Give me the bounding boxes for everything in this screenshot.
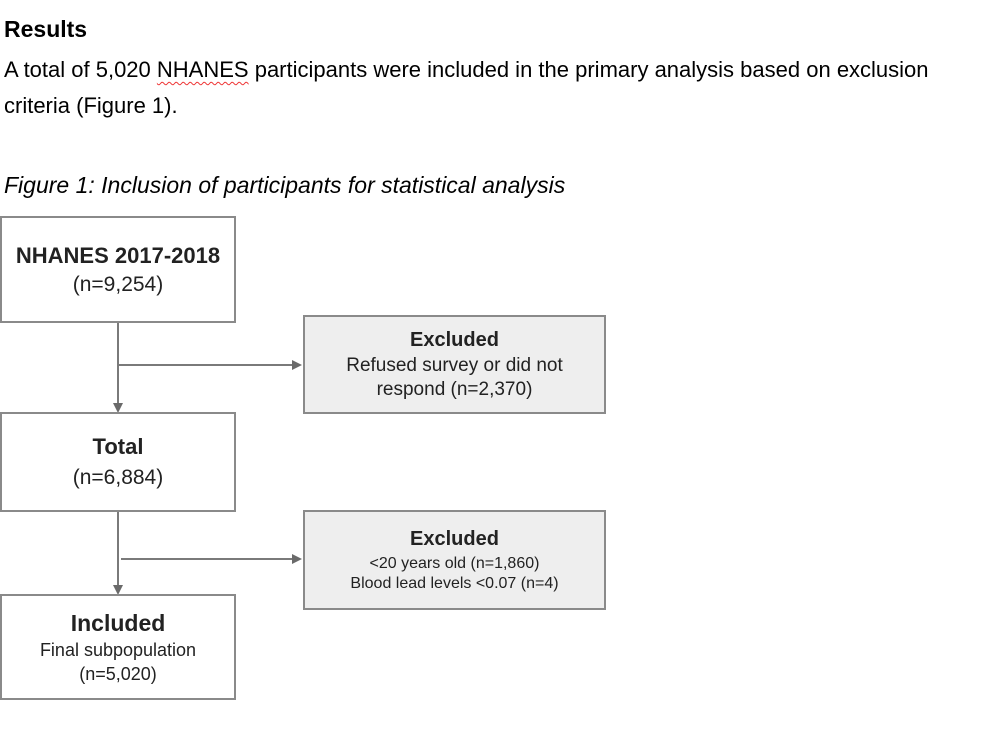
- connector-horizontal-1: [119, 364, 292, 366]
- box-title: Included: [70, 609, 166, 636]
- box-count: (n=6,884): [72, 466, 164, 489]
- box-total: [0, 412, 236, 512]
- box-nhanes-start: [0, 216, 236, 323]
- box-excluded-1: [303, 315, 606, 414]
- paragraph: [4, 52, 994, 124]
- misspelled-word[interactable]: NHANES: [156, 57, 249, 82]
- box-line: Blood lead levels <0.07 (n=4): [350, 574, 559, 592]
- paragraph-text: A total of 5,020: [4, 57, 157, 82]
- box-subtitle: Final subpopulation: [39, 639, 197, 660]
- box-title: Excluded: [410, 328, 499, 351]
- box-title: NHANES 2017-2018: [15, 242, 221, 268]
- box-count: (n=5,020): [79, 663, 157, 684]
- section-heading: Results: [4, 16, 88, 42]
- connector-horizontal-2: [121, 558, 292, 560]
- box-count: (n=9,254): [72, 272, 164, 296]
- connector-vertical-2: [117, 511, 119, 585]
- box-title: Excluded: [410, 527, 499, 550]
- box-included: [0, 594, 236, 700]
- paragraph-text: participants were included in the primary analysis based on: [248, 57, 831, 82]
- connector-vertical-1: [117, 322, 119, 403]
- box-excluded-2: [303, 510, 606, 610]
- box-line: Refused survey or did not: [346, 354, 563, 376]
- box-title: Total: [92, 434, 144, 459]
- arrow-right-2: [292, 554, 302, 564]
- box-line: <20 years old (n=1,860): [369, 554, 540, 572]
- box-line: respond (n=2,370): [376, 378, 533, 400]
- arrow-right-1: [292, 360, 302, 370]
- paragraph-text: exclusion criteria (Figure 1).: [4, 57, 929, 118]
- figure-caption: Figure 1: Inclusion of participants for statistical analysis: [4, 172, 566, 198]
